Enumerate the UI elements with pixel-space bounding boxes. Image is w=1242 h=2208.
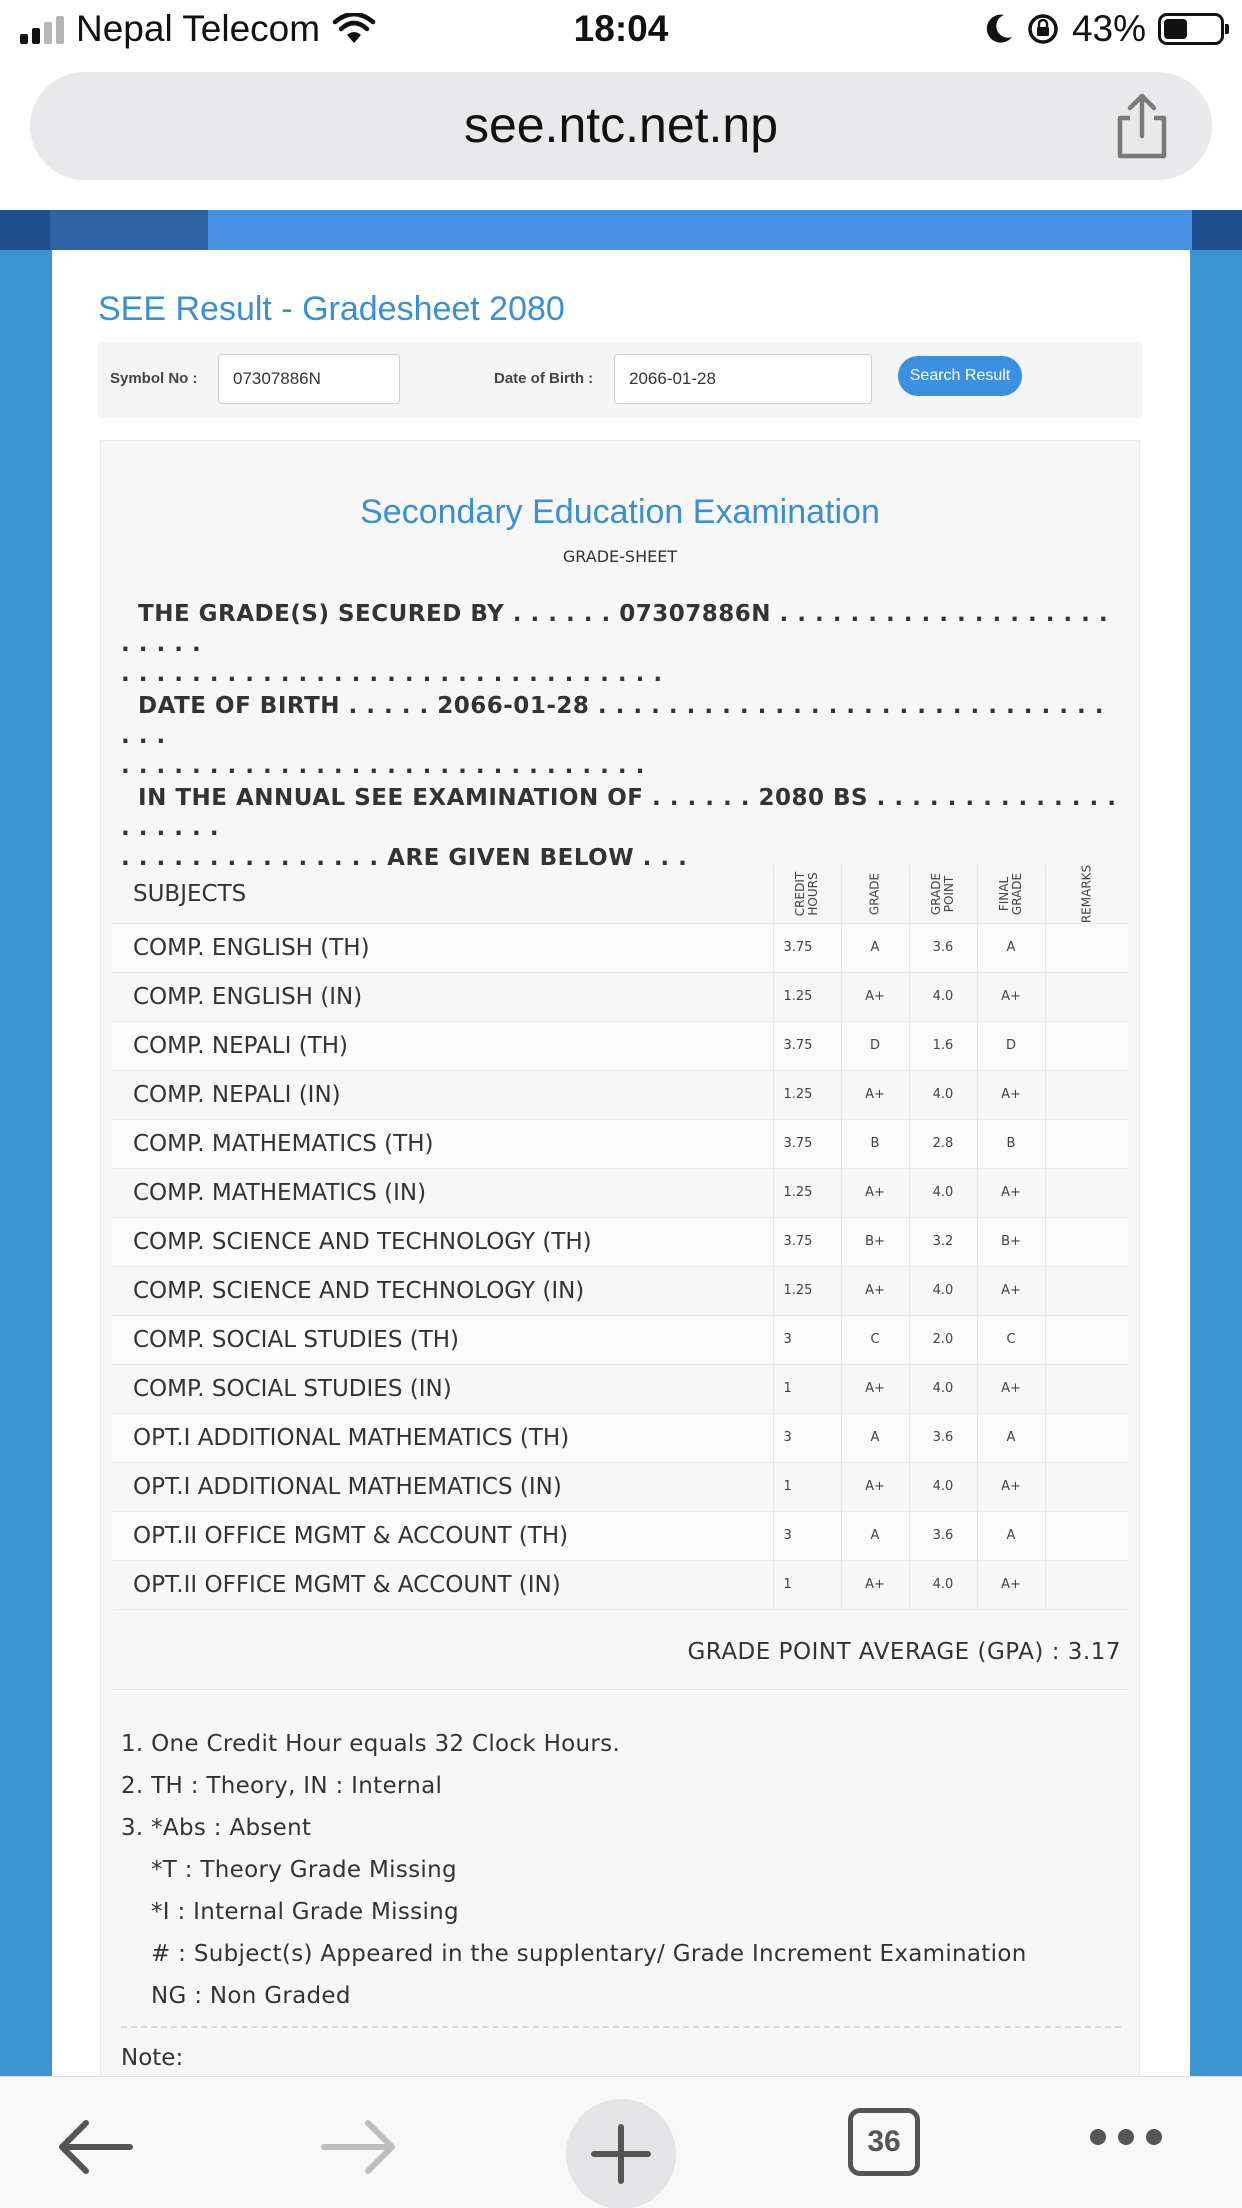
status-bar: [0, 0, 1242, 62]
col-remarks: REMARKS: [1045, 865, 1129, 923]
rotation-lock-icon: [1026, 12, 1060, 46]
col-final-grade: FINAL GRADE: [977, 865, 1045, 923]
grade-cell: B+: [841, 1217, 909, 1266]
grade-point-cell: 4.0: [909, 1364, 977, 1413]
grade-point-cell: 4.0: [909, 1168, 977, 1217]
note-item: 3. *Abs : Absent: [121, 1815, 312, 1841]
remarks-cell: [1045, 972, 1129, 1021]
dob-line-label: DATE OF BIRTH: [138, 693, 341, 719]
remarks-cell: [1045, 1462, 1129, 1511]
final-grade-cell: A+: [977, 1168, 1045, 1217]
given-below-text: ARE GIVEN BELOW . . .: [387, 845, 688, 871]
remarks-cell: [1045, 1217, 1129, 1266]
credit-hours-cell: 3.75: [773, 1119, 841, 1168]
grade-cell: C: [841, 1315, 909, 1364]
search-result-button[interactable]: Search Result: [898, 356, 1022, 396]
credit-hours-cell: 3: [773, 1511, 841, 1560]
site-logo-area[interactable]: [50, 210, 208, 250]
table-row: [113, 1560, 1129, 1609]
subject-cell: OPT.I ADDITIONAL MATHEMATICS (TH): [113, 1413, 773, 1462]
credit-hours-cell: 3.75: [773, 923, 841, 972]
grade-table-body: [113, 923, 1129, 1609]
note-label: Note:: [121, 2045, 184, 2071]
final-grade-cell: A+: [977, 1364, 1045, 1413]
credit-hours-cell: 1: [773, 1560, 841, 1609]
col-subjects: SUBJECTS: [113, 865, 773, 923]
note-item: 1. One Credit Hour equals 32 Clock Hours.: [121, 1731, 621, 1757]
note-item: # : Subject(s) Appeared in the supplentary/ Grade Increment Examination: [151, 1941, 1027, 1967]
moon-icon: [984, 13, 1014, 45]
remarks-cell: [1045, 1511, 1129, 1560]
remarks-cell: [1045, 1266, 1129, 1315]
web-page: [0, 210, 1242, 2076]
gpa-text: GRADE POINT AVERAGE (GPA) : 3.17: [687, 1639, 1121, 1665]
subject-cell: COMP. SOCIAL STUDIES (IN): [113, 1364, 773, 1413]
credit-hours-cell: 3: [773, 1315, 841, 1364]
credit-hours-cell: 1: [773, 1364, 841, 1413]
page-title: SEE Result - Gradesheet 2080: [98, 290, 565, 328]
plus-icon: [566, 2099, 676, 2208]
table-header-row: [113, 865, 1129, 923]
grade-point-cell: 4.0: [909, 1462, 977, 1511]
final-grade-cell: A: [977, 923, 1045, 972]
subject-cell: COMP. SOCIAL STUDIES (TH): [113, 1315, 773, 1364]
grade-cell: D: [841, 1021, 909, 1070]
credit-hours-cell: 1.25: [773, 1266, 841, 1315]
table-row: [113, 923, 1129, 972]
credit-hours-cell: 3: [773, 1413, 841, 1462]
grade-point-cell: 3.2: [909, 1217, 977, 1266]
grade-cell: A: [841, 923, 909, 972]
remarks-cell: [1045, 923, 1129, 972]
grade-point-cell: 3.6: [909, 1511, 977, 1560]
note-item: 2. TH : Theory, IN : Internal: [121, 1773, 443, 1799]
final-grade-cell: A+: [977, 1266, 1045, 1315]
search-form: [98, 342, 1142, 418]
col-credit-hours: CREDIT HOURS: [773, 865, 841, 923]
final-grade-cell: D: [977, 1021, 1045, 1070]
subject-cell: COMP. NEPALI (TH): [113, 1021, 773, 1070]
back-arrow-icon[interactable]: [56, 2117, 134, 2177]
exam-label: IN THE ANNUAL SEE EXAMINATION OF: [138, 785, 644, 811]
forward-arrow-icon[interactable]: [320, 2117, 398, 2177]
remarks-cell: [1045, 1070, 1129, 1119]
grade-cell: A+: [841, 1266, 909, 1315]
exam-title: Secondary Education Examination: [360, 493, 880, 531]
gradesheet-subtitle: GRADE-SHEET: [562, 547, 678, 566]
grade-cell: A+: [841, 972, 909, 1021]
table-row: [113, 1070, 1129, 1119]
notes-list: [121, 1723, 1027, 2017]
table-row: [113, 1021, 1129, 1070]
clock: 18:04: [573, 8, 669, 49]
final-grade-cell: A+: [977, 1070, 1045, 1119]
remarks-cell: [1045, 1119, 1129, 1168]
col-grade: GRADE: [841, 865, 909, 923]
table-row: [113, 1462, 1129, 1511]
url-text[interactable]: see.ntc.net.np: [463, 97, 779, 153]
grade-table: [113, 865, 1129, 1610]
grade-point-cell: 4.0: [909, 1560, 977, 1609]
grade-cell: A+: [841, 1462, 909, 1511]
table-row: [113, 1266, 1129, 1315]
subject-cell: OPT.I ADDITIONAL MATHEMATICS (IN): [113, 1462, 773, 1511]
new-tab-button[interactable]: [566, 2099, 676, 2208]
subject-cell: OPT.II OFFICE MGMT & ACCOUNT (TH): [113, 1511, 773, 1560]
subject-cell: COMP. SCIENCE AND TECHNOLOGY (IN): [113, 1266, 773, 1315]
carrier-name: Nepal Telecom: [76, 8, 321, 49]
final-grade-cell: B+: [977, 1217, 1045, 1266]
secured-by-label: THE GRADE(S) SECURED BY: [138, 601, 505, 627]
subject-cell: COMP. ENGLISH (TH): [113, 923, 773, 972]
table-row: [113, 1119, 1129, 1168]
dob-value: 2066-01-28: [437, 693, 590, 719]
remarks-cell: [1045, 1021, 1129, 1070]
grade-point-cell: 1.6: [909, 1021, 977, 1070]
remarks-cell: [1045, 1315, 1129, 1364]
credit-hours-cell: 1: [773, 1462, 841, 1511]
dashed-divider: [121, 2026, 1121, 2028]
grade-cell: A: [841, 1413, 909, 1462]
battery-percent: 43%: [1071, 8, 1146, 49]
grade-point-cell: 4.0: [909, 972, 977, 1021]
col-grade-point: GRADE POINT: [909, 865, 977, 923]
grade-point-cell: 4.0: [909, 1266, 977, 1315]
subject-cell: COMP. SCIENCE AND TECHNOLOGY (TH): [113, 1217, 773, 1266]
subject-cell: COMP. MATHEMATICS (IN): [113, 1168, 773, 1217]
symbol-label: Symbol No :: [110, 370, 198, 387]
final-grade-cell: A+: [977, 1462, 1045, 1511]
content-panel: [52, 250, 1190, 2076]
grade-point-cell: 3.6: [909, 1413, 977, 1462]
symbol-number: 07307886N: [619, 601, 772, 627]
site-header-band: [0, 210, 1242, 250]
address-bar[interactable]: [30, 72, 1212, 180]
subject-cell: COMP. ENGLISH (IN): [113, 972, 773, 1021]
credit-hours-cell: 3.75: [773, 1021, 841, 1070]
remarks-cell: [1045, 1560, 1129, 1609]
final-grade-cell: A: [977, 1511, 1045, 1560]
table-row: [113, 1511, 1129, 1560]
grade-point-cell: 3.6: [909, 923, 977, 972]
subject-cell: OPT.II OFFICE MGMT & ACCOUNT (IN): [113, 1560, 773, 1609]
final-grade-cell: A+: [977, 1560, 1045, 1609]
credit-hours-cell: 1.25: [773, 1168, 841, 1217]
final-grade-cell: B: [977, 1119, 1045, 1168]
remarks-cell: [1045, 1413, 1129, 1462]
dob-line: DATE OF BIRTH . . . . . 2066-01-28 . . . . . . . . . . . . . . . . . . . . . . . . . . . . . . . . . . . . . . . . . . . . . . . . . . . . . . . . . . . . . .: [121, 693, 1104, 779]
note-item: NG : Non Graded: [151, 1983, 351, 2009]
secured-by-line: THE GRADE(S) SECURED BY . . . . . . 07307886N . . . . . . . . . . . . . . . . . . . . . . . . . . . . . . . . . . . . . . . . . . . . . . . . . . . . . . .: [121, 601, 1109, 687]
dob-input[interactable]: 2066-01-28: [614, 354, 872, 404]
credit-hours-cell: 1.25: [773, 972, 841, 1021]
battery-icon: [1158, 13, 1224, 45]
grade-point-cell: 4.0: [909, 1070, 977, 1119]
more-icon[interactable]: [1090, 2129, 1162, 2145]
grade-cell: A: [841, 1511, 909, 1560]
exam-line: IN THE ANNUAL SEE EXAMINATION OF . . . . . . 2080 BS . . . . . . . . . . . . . . . . . . . . . . . . . . . . . . . . . . . ARE GIVEN BELOW . . .: [121, 785, 1117, 871]
remarks-cell: [1045, 1364, 1129, 1413]
grade-cell: A+: [841, 1560, 909, 1609]
exam-year: 2080 BS: [758, 785, 869, 811]
table-row: [113, 972, 1129, 1021]
dob-label: Date of Birth :: [494, 370, 594, 387]
divider: [113, 1689, 1129, 1690]
subject-cell: COMP. NEPALI (IN): [113, 1070, 773, 1119]
browser-toolbar: [0, 2076, 1242, 2208]
symbol-input[interactable]: 07307886N: [218, 354, 400, 404]
final-grade-cell: C: [977, 1315, 1045, 1364]
tab-count-button[interactable]: 36: [848, 2108, 920, 2176]
grade-cell: B: [841, 1119, 909, 1168]
table-row: [113, 1217, 1129, 1266]
final-grade-cell: A+: [977, 972, 1045, 1021]
credit-hours-cell: 1.25: [773, 1070, 841, 1119]
grade-point-cell: 2.0: [909, 1315, 977, 1364]
grade-cell: A+: [841, 1364, 909, 1413]
table-row: [113, 1413, 1129, 1462]
table-row: [113, 1315, 1129, 1364]
note-item: *T : Theory Grade Missing: [151, 1857, 457, 1883]
note-item: *I : Internal Grade Missing: [151, 1899, 459, 1925]
gradesheet-card: [100, 440, 1140, 2076]
table-row: [113, 1364, 1129, 1413]
grade-cell: A+: [841, 1070, 909, 1119]
share-icon[interactable]: [1112, 92, 1172, 160]
credit-hours-cell: 3.75: [773, 1217, 841, 1266]
subject-cell: COMP. MATHEMATICS (TH): [113, 1119, 773, 1168]
final-grade-cell: A: [977, 1413, 1045, 1462]
table-row: [113, 1168, 1129, 1217]
remarks-cell: [1045, 1168, 1129, 1217]
grade-point-cell: 2.8: [909, 1119, 977, 1168]
grade-cell: A+: [841, 1168, 909, 1217]
